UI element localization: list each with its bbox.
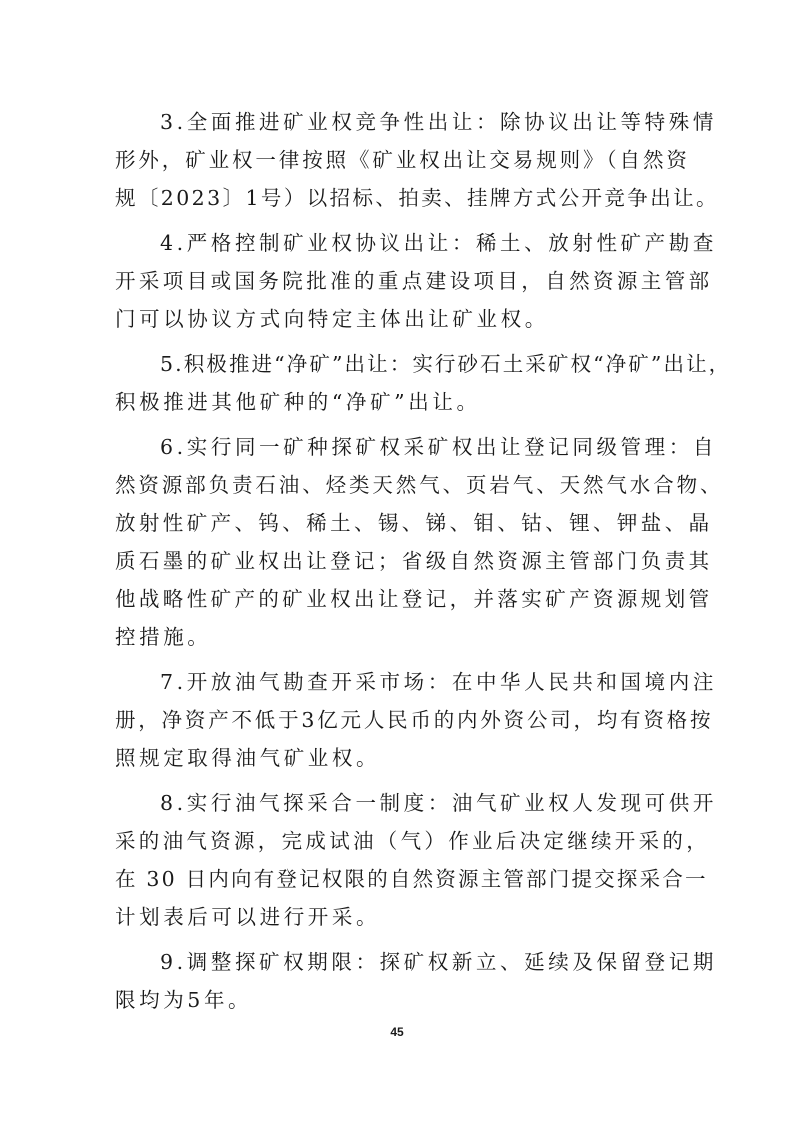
- text-line: 门可以协议方式向特定主体出让矿业权。: [115, 307, 549, 331]
- text-line: 在 30 日内向有登记权限的自然资源主管部门提交探采合一: [115, 867, 708, 891]
- text-line: 他战略性矿产的矿业权出让登记，并落实矿产资源规划管: [115, 587, 713, 611]
- text-line: 7.开放油气勘查开采市场：在中华人民共和国境内注: [160, 670, 717, 694]
- text-line: 册，净资产不低于3亿元人民币的内外资公司，均有资格按: [115, 708, 714, 732]
- text-line: 限均为5年。: [115, 988, 253, 1012]
- text-line: 开采项目或国务院批准的重点建设项目，自然资源主管部: [115, 269, 713, 293]
- text-line: 3.全面推进矿业权竞争性出让：除协议出让等特殊情: [160, 110, 717, 134]
- text-line: 9.调整探矿权期限：探矿权新立、延续及保留登记期: [160, 950, 717, 974]
- text-line: 放射性矿产、钨、稀土、锡、锑、钼、钴、锂、钾盐、晶: [115, 511, 713, 535]
- text-line: 规〔2023〕1号）以招标、拍卖、挂牌方式公开竞争出让。: [115, 186, 719, 210]
- text-line: 控措施。: [115, 625, 212, 649]
- text-line: 采的油气资源，完成试油（气）作业后决定继续开采的，: [115, 829, 710, 853]
- text-line: 6.实行同一矿种探矿权采矿权出让登记同级管理：自: [160, 435, 717, 459]
- text-line: 然资源部负责石油、烃类天然气、页岩气、天然气水合物、: [115, 473, 724, 497]
- text-line: 质石墨的矿业权出让登记；省级自然资源主管部门负责其: [115, 549, 713, 573]
- text-line: 8.实行油气探采合一制度：油气矿业权人发现可供开: [160, 791, 717, 815]
- text-line: 照规定取得油气矿业权。: [115, 746, 381, 770]
- text-line: 5.积极推进“净矿”出让：实行砂石土采矿权“净矿”出让，: [160, 352, 732, 376]
- text-line: 计划表后可以进行开采。: [115, 905, 381, 929]
- page-number: 45: [390, 1025, 404, 1039]
- text-line: 形外，矿业权一律按照《矿业权出让交易规则》（自然资: [115, 148, 690, 172]
- text-line: 积极推进其他矿种的“净矿”出让。: [115, 390, 481, 414]
- text-line: 4.严格控制矿业权协议出让：稀土、放射性矿产勘查: [160, 231, 717, 255]
